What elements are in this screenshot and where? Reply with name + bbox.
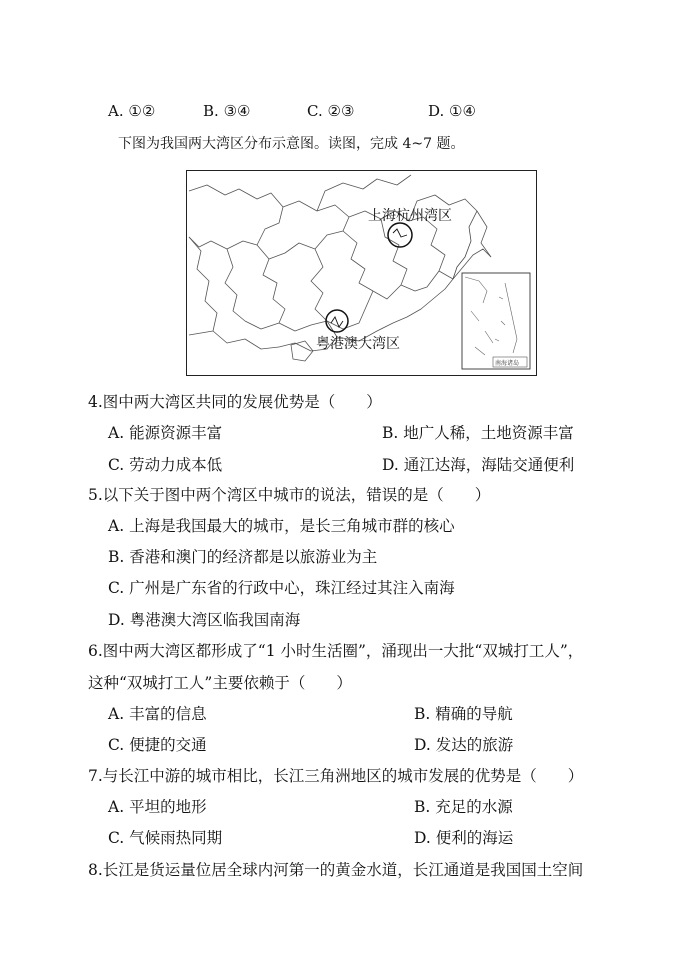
q5-option-d: [108, 611, 300, 630]
label-guangdong-hk-macao-bay: 粤港澳大湾区: [316, 336, 400, 352]
q4-option-b: [382, 424, 574, 443]
option-text: ②③: [327, 102, 355, 120]
option-letter: A.: [108, 517, 125, 535]
q5-option-c: [108, 579, 455, 598]
option-text: 上海是我国最大的城市，是长三角城市群的核心: [129, 517, 455, 535]
option-letter: B.: [414, 705, 431, 723]
q7-option-d: [414, 829, 513, 848]
option-letter: C.: [108, 736, 125, 754]
option-letter: C.: [307, 102, 323, 120]
option-letter: A.: [108, 705, 125, 723]
option-letter: A.: [108, 102, 124, 120]
question-7-stem: 7.与长江中游的城市相比，长江三角洲地区的城市发展的优势是（ ）: [88, 767, 584, 785]
option-text: 精确的导航: [435, 705, 513, 723]
option-letter: A.: [108, 424, 125, 442]
option-letter: C.: [108, 456, 125, 474]
q7-option-a: [108, 798, 207, 817]
option-text: 地广人稀，土地资源丰富: [403, 424, 574, 442]
option-text: 气候雨热同期: [129, 829, 223, 847]
option-letter: D.: [382, 456, 399, 474]
option-text: ③④: [223, 102, 251, 120]
option-letter: D.: [108, 611, 125, 629]
option-text: 便捷的交通: [129, 736, 207, 754]
q6-option-a: [108, 705, 207, 724]
option-letter: B.: [203, 102, 219, 120]
option-letter: A.: [108, 798, 125, 816]
option-letter: B.: [382, 424, 399, 442]
option-text: 便利的海运: [435, 829, 514, 847]
q4-option-a: [108, 424, 222, 443]
inset-frame: [462, 273, 530, 369]
option-text: ①②: [128, 102, 156, 120]
prev-option-d: [428, 102, 476, 120]
option-letter: D.: [414, 829, 431, 847]
option-text: 广州是广东省的行政中心，珠江经过其注入南海: [129, 579, 455, 597]
option-text: 劳动力成本低: [129, 456, 223, 474]
q5-option-a: [108, 517, 455, 536]
question-6-stem-line-2: 这种“双城打工人”主要依赖于（ ）: [88, 674, 352, 692]
question-4-stem: 4.图中两大湾区共同的发展优势是（ ）: [88, 393, 382, 411]
q7-option-c: [108, 829, 222, 848]
option-text: 粤港澳大湾区临我国南海: [129, 611, 301, 629]
q6-option-d: [414, 736, 513, 755]
q4-option-d: [382, 456, 574, 475]
option-text: 发达的旅游: [435, 736, 514, 754]
option-letter: B.: [108, 548, 125, 566]
q7-option-b: [414, 798, 513, 817]
intro-text: 下图为我国两大湾区分布示意图。读图，完成 4~7 题。: [118, 136, 465, 152]
label-shanghai-hangzhou-bay: 上海杭州湾区: [368, 208, 452, 224]
option-text: 能源资源丰富: [129, 424, 223, 442]
question-8-stem: 8.长江是货运量位居全球内河第一的黄金水道，长江通道是我国国土空间: [88, 861, 584, 879]
option-text: 平坦的地形: [129, 798, 207, 816]
option-letter: D.: [414, 736, 431, 754]
q6-option-b: [414, 705, 513, 724]
prev-option-c: [307, 102, 354, 120]
label-nanhai-islands: 南海诸岛: [495, 360, 520, 367]
question-5-stem: 5.以下关于图中两个湾区中城市的说法，错误的是（ ）: [88, 486, 491, 504]
bay-area-map: [186, 170, 537, 376]
option-text: 丰富的信息: [129, 705, 207, 723]
option-letter: C.: [108, 579, 125, 597]
q4-option-c: [108, 456, 222, 475]
option-letter: D.: [428, 102, 445, 120]
q6-option-c: [108, 736, 207, 755]
prev-option-a: [108, 102, 155, 120]
question-6-stem-line-1: 6.图中两大湾区都形成了“1 小时生活圈”，涌现出一大批“双城打工人”，: [88, 642, 584, 660]
option-text: 充足的水源: [435, 798, 513, 816]
option-letter: B.: [414, 798, 431, 816]
option-text: ①④: [449, 102, 476, 120]
option-text: 香港和澳门的经济都是以旅游业为主: [129, 548, 378, 566]
q5-option-b: [108, 548, 377, 567]
option-letter: C.: [108, 829, 125, 847]
prev-option-b: [203, 102, 250, 120]
option-text: 通江达海，海陆交通便利: [403, 456, 575, 474]
